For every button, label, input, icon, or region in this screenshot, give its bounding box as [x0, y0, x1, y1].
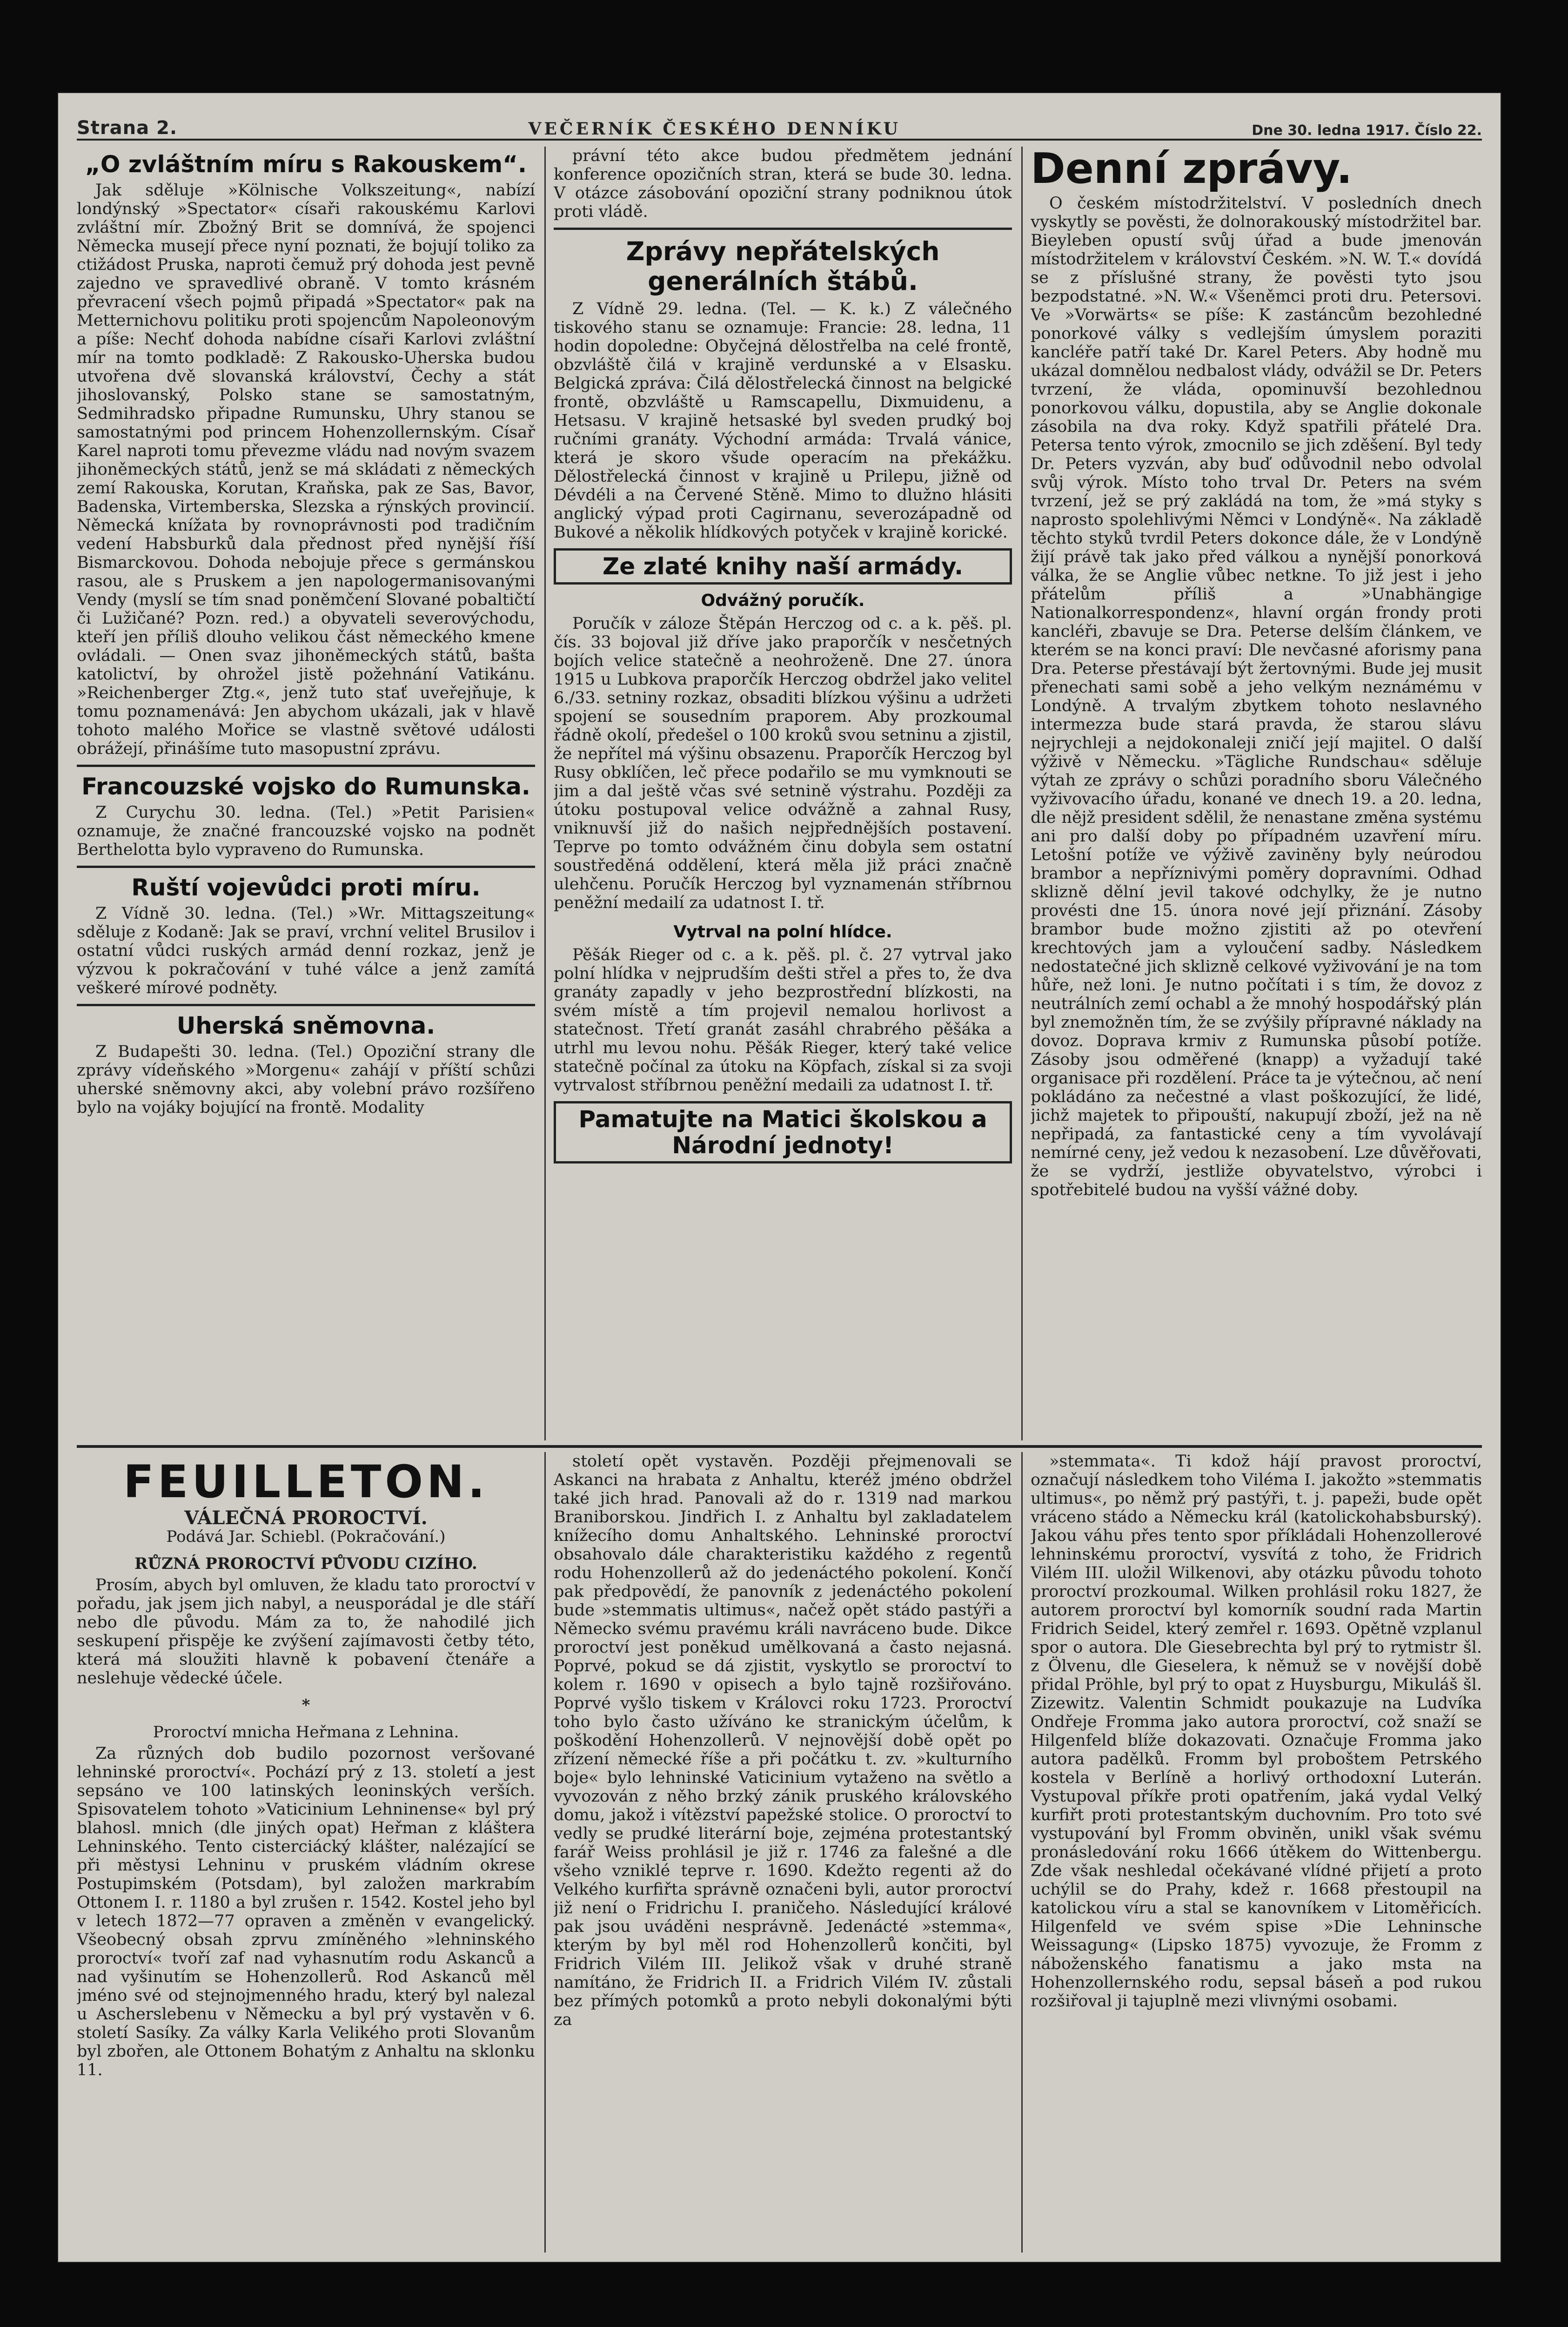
- newspaper-title: VEČERNÍK ČESKÉHO DENNÍKU: [528, 119, 901, 139]
- page-header: [77, 111, 1482, 141]
- column-divider: [544, 1452, 546, 2253]
- article-brave-lieutenant: Poručík v záloze Štěpán Herczog od c. a k. pěš. pl. čís. 33 bojoval již dříve jako praporčík v nesčetných bojích velice statečně a neohroženě. Dne 27. února 1915 u Lubkova praporčík Herczog obdržel jako velitel 6./33. setniny rozkaz, obsaditi blízkou výšinu a udržeti spojení se sousedním praporem. Aby prozkoumal řádně okolí, předešel o 100 kroků svou setninu a zjistil, že nepřítel má výšinu obsazenu. Praporčík Herczog byl Rusy obklíčen, leč přece podařilo se mu vymknouti se jim a dal ještě včas své setnině výstrahu. Později za útoku postupoval velice odvážně a zahnal Rusy, vniknuvší již do našich nejpřednějších postavení. Teprve po tomto odvážném činu dobyla sem ostatní soustředěná oddělení, která měla již práci značně ulehčenu. Poručík Herczog byl vyznamenán stříbrnou peněžní medailí za udatnost I. tř.: [554, 614, 1012, 912]
- feuilleton-column-3: [1031, 1452, 1482, 2253]
- headline-separate-peace: „O zvláštním míru s Rakouskem“.: [85, 151, 527, 178]
- feuilleton-intro: Prosím, abych byl omluven, že kladu tato proroctví v pořadu, jak jsem jich nabyl, a neusporádal je dle stáří nebo dle původu. Mám za to, že nahodilé jich seskupení přispěje ke zvýšení zajímavosti četby této, která má sloužiti hlavně k pobavení čtenáře a neslehuje vědecké účele.: [77, 1576, 535, 1688]
- box-appeal: [554, 1101, 1012, 1164]
- feuilleton-subtitle: VÁLEČNÁ PROROCTVÍ.: [184, 1507, 428, 1529]
- feuilleton-author: Podává Jar. Schiebl. (Pokračování.): [166, 1527, 446, 1546]
- feuilleton-heading-lehnin: Proroctví mnicha Heřmana z Lehnina.: [153, 1723, 459, 1742]
- divider: [554, 228, 1012, 230]
- article-field-guard: Pěšák Rieger od c. a k. pěš. pl. č. 27 vytrval jako polní hlídka v nejprudším dešti střel a přes to, že dva granáty zapadly v jeho bezprostřední blízkosti, na svém místě a tím projevil nemalou horlivost a statečnost. Třetí granát zasáhl chrabrého pěšáka a utrhl mu levou nohu. Pěšák Rieger, který také velice statečně počínal za útoku na Köpfach, získal si za svoji vytrvalost stříbrnou peněžní medaili za udatnost I. tř.: [554, 946, 1012, 1095]
- column-2: [554, 147, 1012, 1440]
- column-divider: [1021, 1452, 1023, 2253]
- feuilleton-text-a: Za různých dob budilo pozornost veršované lehninské proroctví«. Pochází prý z 13. století a jest sepsáno ve 100 latinských leoninských verších. Spisovatelem tohoto »Vaticinium Lehninense« byl prý blahosl. mnich (dle jiných opat) Heřman z kláštera Lehninského. Tento cisterciácký klášter, nalézající se při městysi Lehninu v pruském vládním okrese Postupimském (Potsdam), byl založen markrabím Ottonem I. r. 1180 a byl zrušen r. 1542. Kostel jeho byl v letech 1872—77 opraven a změněn v evangelický. Všeobecný obsah zprvu zmíněného »lehninského proroctví« tvoří zaf nad vyhasnutím rodu Askanců a nad vyšinutím se Hohenzollerů. Rod Askanců měl jméno své od stejnojmenného hradu, který byl nalezal u Ascherslebenu v Německu a byl prý vystavěn v 6. století Sasíky. Za války Karla Velikého proti Slovanům byl zbořen, ale Ottonem Bohatým z Anhaltu na sklonku 11.: [77, 1744, 535, 2079]
- feuilleton-text-b: století opět vystavěn. Později přejmenovali se Askanci na hrabata z Anhaltu, kteréž jméno obdržel také jich hrad. Panovali až do r. 1319 nad markou Braniborskou. Jindřich I. z Anhaltu byl zakladatelem knížecího domu Anhaltského. Lehninské proroctví obsahovalo dále charakteristiku každého z regentů rodu Hohenzollerů až do jedenáctého pokolení. Končí pak předpovědí, že panovník z jedenáctého pokolení bude »stemmatis ultimus«, načež opět stádo pastýři a Německo svému pravému králi navráceno bude. Dikce proroctví jest poněkud umělkovaná a často nejasná. Poprvé, pokud se dá zjistit, vyskytlo se proroctví to kolem r. 1690 v opisech a bylo tajně rozšiřováno. Poprvé vyšlo tiskem v Královci roku 1723. Proroctví toho bylo často užíváno ke stranickým účelům, k poškodění Hohenzollerů. V nejnovější době opět po zřízení německé říše a při počátku t. zv. »kulturního boje« bylo lehninské Vaticinium vytaženo na světlo a vyvozován z něho brzký zánik pruského královského domu, jakož i vítězství papežské stolice. O proroctví to vedly se prudké literární boje, zejména protestantský farář Weiss prohlásil je již r. 1746 za falešné a dle všeho vzniklé teprve r. 1690. Kdežto regenti až do Velkého kurfiřta správně označeni byli, autor proroctví již není o Fridrichu I. praničeho. Následující králové pak jsou uváděni nesprávně. Jedenácté »stemma«, kterým by byl měl rod Hohenzollerů končiti, byl Fridrich Vilém III. Jelikož však v druhé straně namítáno, že Fridrich II. a Fridrich Vilém IV. zůstali bez přímých potomků a proto nebyli dokonalými býti za: [554, 1452, 1012, 2029]
- section-star: *: [302, 1696, 310, 1715]
- column-1: [77, 147, 535, 1440]
- article-enemy-staff-reports: Z Vídně 29. ledna. (Tel. — K. k.) Z válečného tiskového stanu se oznamuje: Francie: 28. ledna, 11 hodin dopoledne: Obyčejná dělostřelba na celé frontě, obzvláště čilá v krajině verdunské a v Elsasku. Belgická zpráva: Čilá dělostřelecká činnost na belgické frontě, obzvláště u Ramscapellu, Dixmuidenu, a Hetsasu. V krajině hetsaské byl sveden prudký boj ručními granáty. Východní armáda: Trvalá vánice, která je skoro všude operacím na překážku. Dělostřelecká činnost v krajině u Prilepu, jižně od Dévdéli a na Červené Stěně. Mimo to dlužno hlásiti anglický výpad proti Cagirnanu, severozápadně od Bukové a několik hlídkových potyček v krajině korické.: [554, 300, 1012, 542]
- article-continuation: právní této akce budou předmětem jednání konference opozičních stran, která se bude 30. ledna. V otázce zásobování opoziční strany podniknou útok proti vládě.: [554, 147, 1012, 221]
- article-separate-peace: Jak sděluje »Kölnische Volkszeitung«, nabízí londýnský »Spectator« císaři rakouskému Karlovi zvláštní mír. Zbožný Brit se domnívá, že spojenci Německa musejí přece nyní poznati, že bojují toliko za ctižádost Pruska, naproti čemuž prý dohoda jest pevně zajedno ve spravedlivé obraně. V tomto krásném převracení všech pojmů připadá »Spectator« pak na Metternichovu politiku proti spojencům Napoleonovým a píše: Nechť dohoda nabídne císaři Karlovi zvláštní mír na tomto podkladě: Z Rakousko-Uherska budou utvořena dvě slovanská království, Čechy a stát jihoslovanský, Polsko stane se samostatným, Sedmihradsko připadne Rumunsku, Uhry stanou se samostatnými pod princem Hohenzollernským. Císař Karel naproti tomu převezme vládu nad novým svazem jihoněmeckých států, jenž se má skládati z německých zemí Rakouska, Korutan, Kraňska, pak ze Sas, Bavor, Badenska, Virtemberska, Slezska a rýnských provincií. Německá knížata by rovnoprávnosti pod tradičním vedení Habsburků dala přednost před nynější říší Bismarckovou. Dohoda nebojuje přece s germánskou rasou, ale s Pruskem a jen napologermanisovanými Vendy (myslí se tím snad poněmčení Slované pobaltičtí či Lužičané? Pozn. red.) a obyvateli severovýchodu, kteří jen příliš dlouho velikou část německého kmene ovládali. — Onen svaz jihoněmeckých států, bašta katolictví, by ohrožel jistě požehnání Vatikánu. »Reichenberger Ztg.«, jenž tuto stať uveřejňuje, k tomu poznamenává: Jen abychom ukázali, jak v hlavě tohoto malého Mořice se vlastně světové události obrážejí, přinášíme tuto masopustní zprávu.: [77, 181, 535, 758]
- divider: [77, 866, 535, 868]
- headline-hungarian-parliament: Uherská sněmovna.: [176, 1012, 436, 1039]
- article-daily-news: O českém místodržitelství. V posledních dnech vyskytly se pověsti, že dolnorakouský místodržitel bar. Bieyleben opustí svůj úřad a bude jmenován místodržitelem v království Českém. »N. W. T.« dovídá se z příslušné strany, že pověsti tyto jsou bezpodstatné. »N. W.« Všeněmci proti dru. Petersovi. Ve »Vorwärts« se píše: K zastáncům bezohledné ponorkové války s vedlejším úmyslem poraziti kancléře patří také Dr. Karel Peters. Aby hodně mu ukázal domnělou nedbalost vlády, odvážil se Dr. Peters tvrzení, že vláda, opominuvší bezohlednou ponorkovou válku, dopustila, aby se Anglie dokonale zásobila na dva roky. Když spatřili přátelé Dra. Petersa tento výrok, zmocnilo se jich zděšení. Byl tedy Dr. Peters vyzván, aby buď odůvodnil nebo odvolal svůj výrok. Místo toho trval Dr. Peters na svém tvrzení, jež se prý zakládá na tom, že »má styky s naprosto spolehlivými Němci v Londýně«. Na základě těchto styků tvrdil Peters dokonce dále, že v Londýně žijí právě tak jako před válkou a nynější ponorková válka, že se Anglie vůbec netkne. To již jest i jeho přátelům příliš a »Unabhängige Nationalkorrespondenz«, hlavní orgán frondy proti kancléři, zbavuje se Dra. Peterse delším článkem, ve kterém se na konci praví: Dle nevčasné aforismy pana Dra. Peterse přestávají být žertovnými. Bude jej musit přenechati sami sobě a jeho velkým neznámému v Londýně. A trvalým zbytkem tohoto neslavného intermezza bude stará pravda, že starou slávu nejrychleji a nejdokonaleji zničí její majitel. O další výživě v Německu. »Tägliche Rundschau« sděluje výtah ze zprávy o schůzi poradního sboru Válečného vyživovacího úřadu, konané ve dnech 19. a 20. ledna, dle nějž president sdělil, že nenastane změna systému ani pro další doby po případném uzavření míru. Letošní potíže ve výživě zaviněny byly neúrodou brambor a nepříznivými poměry dopravními. Odhad sklizně dělní jevil takové odchylky, že je nutno provésti dne 15. února nové její přiznání. Zásoby brambor bude možno zjistiti až po otevření krechtových jam a vyloučení sadby. Následkem nedostatečné jich sklizně celkové vyživování je na tom hůře, než loni. Je nutno počítati i s tím, že dovoz z neutrálních zemí ochabl a že mnohý hospodářský plán byl znemožněn tím, že se zvýšily přípravné náklady na dovoz. Doprava krmiv z Rumunska působí potíže. Zásoby jsou odměřené (knapp) a vyžadují také organisace při rozdělení. Práce ta je výtečnou, ač není pokládáno za nečestné a vlast poškozující, že lidé, jichž majetek to připouští, nakupují zboží, jež na ně nepřipadá, za fantastické ceny a tím vyvolávají nemírné ceny, jež vedou k nezasobení. Lze důvěřovati, že se vydrží, jestliže obyvatelstvo, výrobci i spotřebitelé budou na vyšší vážné doby.: [1031, 194, 1482, 1199]
- subheading-field-guard: Vytrval na polní hlídce.: [673, 922, 892, 942]
- column-3: [1031, 147, 1482, 1440]
- newspaper-page: [58, 93, 1501, 2262]
- feuilleton-title: FEUILLETON.: [123, 1456, 489, 1508]
- column-divider: [544, 147, 546, 1440]
- headline-golden-book: Ze zlaté knihy naší armády.: [602, 553, 964, 580]
- divider: [77, 1004, 535, 1006]
- page-number: Strana 2.: [77, 117, 178, 139]
- feuilleton-column-2: [554, 1452, 1012, 2253]
- headline-enemy-staff-reports: Zprávy nepřátelských generálních štábů.: [626, 236, 940, 296]
- feuilleton-rule: [77, 1445, 1482, 1448]
- feuilleton-section: RŮZNÁ PROROCTVÍ PŮVODU CIZÍHO.: [134, 1554, 477, 1573]
- appeal-matice: Pamatujte na Matici školskou a Národní jednoty!: [578, 1106, 987, 1159]
- divider: [77, 765, 535, 767]
- subheading-brave-lieutenant: Odvážný poručík.: [701, 591, 865, 610]
- feuilleton-column-1: [77, 1452, 535, 2253]
- article-french-army: Z Curychu 30. ledna. (Tel.) »Petit Parisien« oznamuje, že značné francouzské vojsko na podnět Berthelotta bylo vypraveno do Rumunska.: [77, 803, 535, 859]
- headline-french-army: Francouzské vojsko do Rumunska.: [81, 773, 530, 800]
- column-divider: [1021, 147, 1023, 1440]
- article-hungarian-parliament: Z Budapešti 30. ledna. (Tel.) Opoziční strany dle zprávy vídeňského »Morgenu« zahájí v příští schůzi uherské sněmovny akci, aby volební právo rozšířeno bylo na vojáky bojující na frontě. Modality: [77, 1042, 535, 1117]
- headline-russian-generals: Ruští vojevůdci proti míru.: [131, 874, 481, 901]
- headline-daily-news: Denní zprávy.: [1031, 147, 1353, 193]
- article-russian-generals: Z Vídně 30. ledna. (Tel.) »Wr. Mittagszeitung« sděluje z Kodaně: Jak se praví, vrchní velitel Brusilov i ostatní vůdci ruských armád denní rozkaz, jenž je výzvou k pokračování v tuhé válce a jenž zamítá veškeré mírové podněty.: [77, 904, 535, 997]
- box-golden-book: [554, 548, 1012, 585]
- feuilleton-text-c: »stemmata«. Ti kdož hájí pravost proroctví, označují následkem toho Viléma I. jakožto »stemmatis ultimus«, po němž prý pastýři, t. j. papeži, bude opět vráceno stádo a Německu král (katolickohabsburský). Jakou váhu přes tento spor příkládali Hohenzollerové lehninskému proroctví, vysvítá z toho, že Fridrich Vilém III. uložil Wilkenovi, aby otázku původu tohoto proroctví prozkoumal. Wilken prohlásil roku 1827, že autorem proroctví byl komorník soudní rada Martin Fridrich Seidel, který zemřel r. 1693. Opětně vzplanul spor o autora. Dle Giesebrechta byl prý to rytmistr šl. z Ölvenu, dle Gieselera, k němuž se v novější době přidal Pröhle, byl prý to opat z Huysburgu, Mikuláš šl. Zizewitz. Valentin Schmidt poukazuje na Ludvíka Ondřeje Fromma jako autora proroctví, což snaží se Hilgenfeld blíže dokazovati. Označuje Fromma jako autora padělků. Fromm byl proboštem Petrského kostela v Berlíně a horlivý orthodoxní Luterán. Vystupoval příkře proti opatřením, jaká vydal Velký kurfiřt proti protestantským duchovním. Pro toto své vystupování byl Fromm obviněn, unikl však svému pronásledování roku 1666 útěkem do Wittenbergu. Zde však neshledal očekávané vlídné přijetí a proto uchýlil se do Prahy, kdež r. 1668 přestoupil na katolickou víru a stal se kanovníkem v Litoměřicích. Hilgenfeld ve svém spise »Die Lehninsche Weissagung« (Lipsko 1875) vyvozuje, že Fromm z náboženského fanatismu a jako msta na Hohenzollernského rodu, sepsal báseň a pod rukou rozšiřoval ji tajuplně mezi vlivnými osobami.: [1031, 1452, 1482, 2011]
- issue-date: Dne 30. ledna 1917. Číslo 22.: [1252, 122, 1482, 139]
